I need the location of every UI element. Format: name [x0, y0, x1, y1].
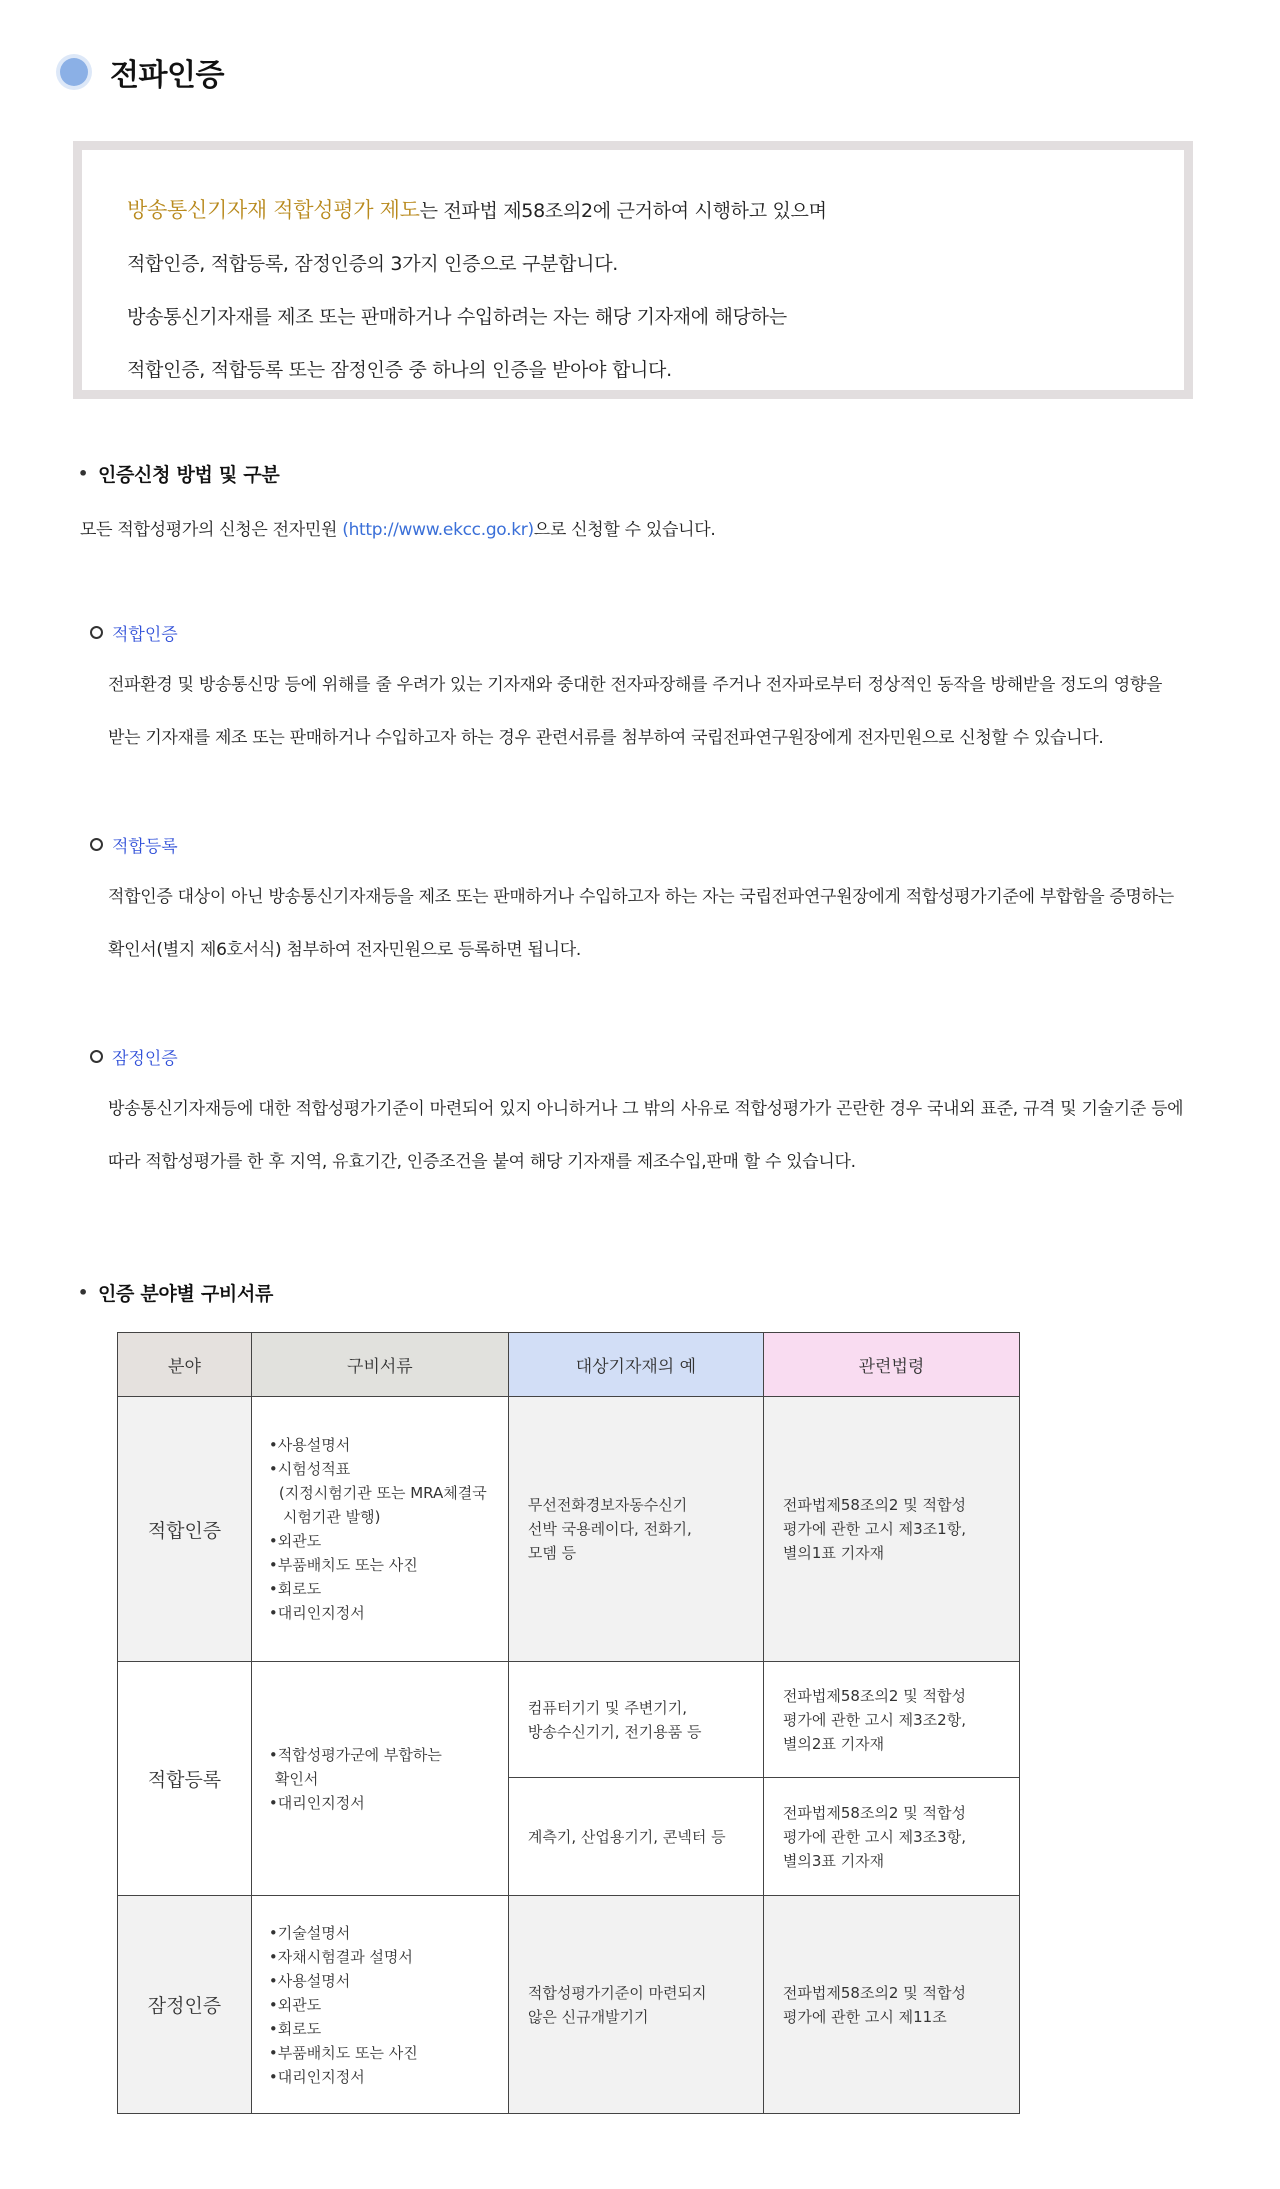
- section-heading-documents: [78, 1279, 273, 1306]
- documents-cell: [251, 1397, 508, 1662]
- paragraph-line: 방송통신기자재등에 대한 적합성평가기준이 마련되어 있지 아니하거나 그 밖의 사유로 적합성평가가 곤란한 경우 국내외 표준, 규격 및 기술기준 등에: [108, 1099, 1184, 1119]
- doc-item: 확인서: [274, 1769, 319, 1788]
- law-line: 평가에 관한 고시 제11조: [782, 2007, 947, 2026]
- header-law: 관련법령: [763, 1333, 1019, 1397]
- table-row: [118, 1896, 1020, 2114]
- header-field: 분야: [118, 1333, 252, 1397]
- doc-item: (지정시험기관 또는 MRA체결국: [278, 1484, 487, 1502]
- example-line: 무선전화경보자동수신기: [527, 1496, 688, 1514]
- doc-item: •대리인지정서: [268, 1604, 365, 1622]
- example-line: 컴퓨터기기 및 주변기기,: [527, 1698, 688, 1717]
- law-line: 평가에 관한 고시 제3조1항,: [782, 1520, 966, 1538]
- intro-line-3: 방송통신기자재를 제조 또는 판매하거나 수입하려는 자는 해당 기자재에 해당하는: [127, 306, 787, 328]
- bullet-icon: •: [78, 1283, 88, 1302]
- examples-cell: [508, 1662, 763, 1778]
- intro-line-4: 적합인증, 적합등록 또는 잠정인증 중 하나의 인증을 받아야 합니다.: [127, 359, 672, 381]
- law-cell: [763, 1896, 1019, 2114]
- doc-item: •대리인지정서: [268, 1793, 365, 1812]
- law-cell: [763, 1778, 1019, 1896]
- table-row: [118, 1397, 1020, 1662]
- doc-item: •대리인지정서: [268, 2067, 365, 2086]
- example-line: 선박 국용레이다, 전화기,: [527, 1520, 692, 1538]
- examples-cell: [508, 1896, 763, 2114]
- intro-line-2: 적합인증, 적합등록, 잠정인증의 3가지 인증으로 구분합니다.: [127, 253, 619, 275]
- doc-item: •시험성적표: [268, 1460, 351, 1478]
- paragraph-conformity-registration: [108, 871, 1174, 977]
- description-text: 모든 적합성평가의 신청은 전자민원: [80, 520, 343, 540]
- field-cell: 잠정인증: [118, 1896, 252, 2114]
- doc-item: •적합성평가군에 부합하는: [268, 1745, 442, 1764]
- table-header-row: [118, 1333, 1020, 1397]
- example-line: 적합성평가기준이 마련되지: [527, 1983, 707, 2002]
- law-line: 평가에 관한 고시 제3조2항,: [782, 1710, 966, 1729]
- subheading-provisional-certification: [90, 1044, 178, 1069]
- doc-item: •자채시험결과 설명서: [268, 1947, 413, 1966]
- table-row: [118, 1662, 1020, 1778]
- doc-item: 시험기관 발행): [282, 1508, 381, 1526]
- doc-item: •부품배치도 또는 사진: [268, 1556, 418, 1574]
- example-line: 계측기, 산업용기기, 콘넥터 등: [527, 1827, 726, 1846]
- documents-table: [117, 1332, 1020, 2114]
- law-line: 별의3표 기자재: [782, 1851, 885, 1870]
- description-text-end: 으로 신청할 수 있습니다.: [533, 520, 716, 540]
- field-cell: 적합인증: [118, 1397, 252, 1662]
- subheading-conformity-registration: [90, 832, 178, 857]
- law-line: 평가에 관한 고시 제3조3항,: [782, 1827, 966, 1846]
- law-cell: [763, 1662, 1019, 1778]
- subheading-label: 잠정인증: [112, 1049, 178, 1069]
- law-line: 전파법제58조의2 및 적합성: [782, 1496, 966, 1514]
- documents-cell: [251, 1896, 508, 2114]
- doc-item: •기술설명서: [268, 1923, 351, 1942]
- paragraph-line: 전파환경 및 방송통신망 등에 위해를 줄 우려가 있는 기자재와 중대한 전자파장해를 주거나 전자파로부터 정상적인 동작을 방해받을 정도의 영향을: [108, 675, 1163, 695]
- paragraph-line: 적합인증 대상이 아닌 방송통신기자재등을 제조 또는 판매하거나 수입하고자 하는 자는 국립전파연구원장에게 적합성평가기준에 부합함을 증명하는: [108, 887, 1174, 907]
- example-line: 않은 신규개발기기: [527, 2007, 649, 2026]
- intro-line-1-text: 는 전파법 제58조의2에 근거하여 시행하고 있으며: [419, 200, 827, 222]
- application-description: [80, 515, 715, 540]
- intro-line-1: [127, 184, 1184, 238]
- law-line: 전파법제58조의2 및 적합성: [782, 1803, 966, 1822]
- doc-item: •회로도: [268, 2019, 322, 2038]
- section-heading-text: 인증 분야별 구비서류: [97, 1283, 274, 1305]
- paragraph-line: 확인서(별지 제6호서식) 첨부하여 전자민원으로 등록하면 됩니다.: [108, 940, 581, 960]
- paragraph-line: 따라 적합성평가를 한 후 지역, 유효기간, 인증조건을 붙여 해당 기자재를 제조수입,판매 할 수 있습니다.: [108, 1152, 856, 1172]
- example-line: 모뎀 등: [527, 1544, 577, 1562]
- page-title: 전파인증: [110, 58, 224, 93]
- law-line: 전파법제58조의2 및 적합성: [782, 1686, 966, 1705]
- page-header: [56, 52, 224, 92]
- doc-item: •부품배치도 또는 사진: [268, 2043, 418, 2062]
- example-line: 방송수신기기, 전기용품 등: [527, 1722, 702, 1741]
- doc-item: •외관도: [268, 1532, 322, 1550]
- intro-highlight: 방송통신기자재 적합성평가 제도: [127, 198, 420, 222]
- law-line: 별의1표 기자재: [782, 1544, 885, 1562]
- field-cell: 적합등록: [118, 1662, 252, 1896]
- examples-cell: [508, 1397, 763, 1662]
- law-cell: [763, 1397, 1019, 1662]
- section-heading-text: 인증신청 방법 및 구분: [97, 464, 280, 486]
- title-bullet-icon: [60, 58, 88, 86]
- doc-item: •회로도: [268, 1580, 322, 1598]
- paragraph-line: 받는 기자재를 제조 또는 판매하거나 수입하고자 하는 경우 관련서류를 첨부하여 국립전파연구원장에게 전자민원으로 신청할 수 있습니다.: [108, 728, 1104, 748]
- header-documents: 구비서류: [251, 1333, 508, 1397]
- paragraph-provisional-certification: [108, 1083, 1183, 1189]
- examples-cell: [508, 1778, 763, 1896]
- header-examples: 대상기자재의 예: [508, 1333, 763, 1397]
- bullet-icon: •: [78, 464, 88, 483]
- doc-item: •사용설명서: [268, 1436, 351, 1454]
- circle-bullet-icon: [90, 838, 103, 851]
- circle-bullet-icon: [90, 1050, 103, 1063]
- paragraph-conformity-certification: [108, 659, 1162, 765]
- subheading-label: 적합등록: [112, 837, 178, 857]
- doc-item: •사용설명서: [268, 1971, 351, 1990]
- doc-item: •외관도: [268, 1995, 322, 2014]
- law-line: 전파법제58조의2 및 적합성: [782, 1983, 966, 2002]
- law-line: 별의2표 기자재: [782, 1734, 885, 1753]
- intro-box: [73, 141, 1193, 399]
- circle-bullet-icon: [90, 626, 103, 639]
- ekcc-link[interactable]: (http://www.ekcc.go.kr): [342, 520, 534, 540]
- subheading-conformity-certification: [90, 620, 178, 645]
- subheading-label: 적합인증: [112, 625, 178, 645]
- section-heading-application: [78, 460, 279, 487]
- documents-cell: [251, 1662, 508, 1896]
